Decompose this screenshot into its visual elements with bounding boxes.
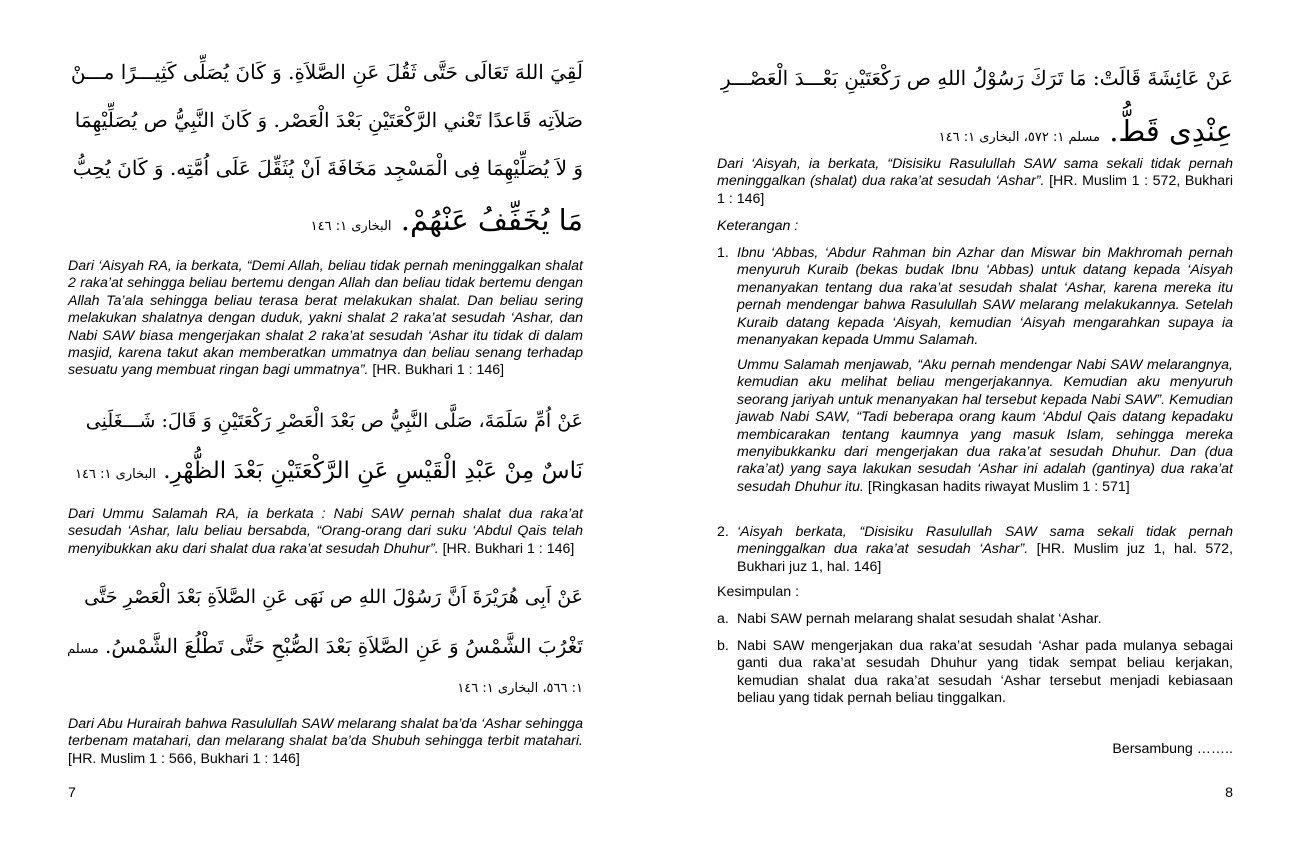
page-number: 8: [1225, 785, 1233, 801]
note-continuation: [717, 357, 1233, 496]
hadith-source: البخارى ١: ١٤٦: [75, 467, 156, 482]
translation-paragraph: [68, 258, 583, 380]
arabic-line: وَ لاَ يُصَلِّيْهِمَا فِى الْمَسْجِد مَخَافَةَ اَنْ يُثَقِّلَ عَلَى اُمَّتِه. وَ كَانَ يُحِبُّ: [72, 156, 583, 180]
conclusion-text: Nabi SAW pernah melarang shalat sesudah shalat ‘Ashar.: [737, 611, 1102, 627]
page-number: 7: [68, 785, 76, 801]
arabic-text: تَغْرُبَ الشَّمْسُ وَ عَنِ الصَّلاَةِ بَعْدَ الصُّبْحِ حَتَّى تَطْلُعَ الشَّمْسُ.: [105, 634, 583, 658]
hadith-source: البخارى ١: ١٤٦: [310, 219, 392, 234]
arabic-text: مَا يُخَفِّفُ عَنْهُمْ.: [400, 203, 583, 237]
arabic-line: صَلاَتِه قَاعدًا تَعْني الرَّكْعَتَيْنِ بَعْدَ الْعَصْر. وَ كَانَ النَّبِيُّ ص يُصَلِّيْهِمَا: [74, 108, 583, 132]
note-text: Ibnu ‘Abbas, ‘Abdur Rahman bin Azhar dan Miswar bin Makhromah pernah menyuruh Kuraib (bekas budak Ibnu ‘Abbas) untuk datang kepada ‘Aisyah menanyakan tentang dua raka’at sesudah shalat ‘Ashar, karena mereka itu pernah mendengar bahwa Rasulullah SAW melarang melakukannya. Setelah Kuraib datang kepada ‘Aisyah, kemudian ‘Aisyah mengarahkan supaya ia menanyakan kepada Ummu Salamah.: [737, 245, 1233, 349]
arabic-line: لَقِيَ اللهَ تَعَالَى حَتَّى ثَقُلَ عَنِ الصَّلاَةِ. وَ كَانَ يُصَلِّى كَثِيـــرًا مـــنْ: [70, 60, 583, 84]
translation-text: Dari Ummu Salamah RA, ia berkata : Nabi SAW pernah shalat dua raka’at sesudah ‘Ashar, lalu beliau bersabda, “Orang-orang dari suku ‘Abdul Qais telah menyibukkan aku dari shalat dua raka’at sesudah Dhuhur”.: [68, 506, 583, 557]
arabic-line: عَنْ اَبِى هُرَيْرَةَ اَنَّ رَسُوْلَ اللهِ ص نَهَى عَنِ الصَّلاَةِ بَعْدَ الْعَصْرِ حَتَّى: [84, 586, 583, 608]
left-page: [68, 0, 583, 850]
translation-text: Dari Abu Hurairah bahwa Rasulullah SAW melarang shalat ba’da ‘Ashar sehingga terbenam matahari, dan melarang shalat ba’da Shubuh sehingga terbit matahari.: [68, 716, 583, 750]
note-marker: 1.: [717, 245, 729, 261]
translation-text: Dari ‘Aisyah RA, ia berkata, “Demi Allah, beliau tidak pernah meninggalkan shalat 2 raka’at sehingga beliau bertemu dengan Allah dan beliau tidak bertemu dengan Allah Ta’ala sehingga beliau terasa berat melakukan shalat. Dan beliau sering melakukan shalatnya dengan duduk, yakni shalat 2 raka’at sesudah ‘Ashar, dan Nabi SAW biasa mengerjakan shalat 2 raka’at sesudah ‘Ashar itu tidak di dalam masjid, karena takut akan memberatkan ummatnya dan beliau senang terhadap sesuatu yang membuat ringan bagi ummatnya”.: [68, 258, 583, 379]
right-page: [717, 0, 1233, 850]
conclusion-marker: b.: [717, 638, 729, 654]
translation-text: Dari ‘Aisyah, ia berkata, “Disisiku Rasulullah SAW sama sekali tidak pernah meninggalkan (shalat) dua raka’at sesudah ‘Ashar”.: [717, 156, 1233, 190]
arabic-text: عِنْدِى قَطُّ.: [1109, 114, 1233, 148]
note-text: Ummu Salamah menjawab, “Aku pernah mendengar Nabi SAW melarangnya, kemudian aku melihat beliau mengerjakannya. Kemudian aku menyuruh seorang jariyah untuk menanyakan hal tersebut kepada Nabi SAW”. Kemudian jawab Nabi SAW, “Tadi beberapa orang kaum ‘Abdul Qais datang kepadaku membicarakan tentang kaumnya yang masuk Islam, sehingga mereka menyibukkanku dari mengerjakan dua raka’at sesudah Dhuhur. Dan (dua raka’at) yang saya lakukan sesudah ‘Ashar ini adalah (gantinya) dua raka’at sesudah Dhuhur itu.: [737, 357, 1233, 495]
note-text: ‘Aisyah berkata, “Disisiku Rasulullah SAW sama sekali tidak pernah meninggalkan dua raka’at sesudah ‘Ashar”.: [737, 524, 1233, 558]
keterangan-heading: Keterangan :: [717, 218, 799, 234]
arabic-line-with-source: [68, 203, 583, 237]
hadith-reference: [HR. Bukhari 1 : 146]: [368, 362, 505, 379]
note-marker: 2.: [717, 524, 729, 540]
continued-note: Bersambung ……..: [1112, 741, 1233, 757]
arabic-line-with-source: [68, 458, 583, 484]
arabic-line: عَنْ اُمِّ سَلَمَةَ، صَلَّى النَّبِيُّ ص بَعْدَ الْعَصْرِ رَكْعَتَيْنِ وَ قَالَ: شَـــغَلَنِى: [85, 410, 583, 432]
arabic-line-with-source: [717, 114, 1233, 148]
conclusion-item: [717, 611, 1233, 628]
arabic-text: نَاسٌ مِنْ عَبْدِ الْقَيْسِ عَنِ الرَّكْعَتَيْنِ بَعْدَ الظُّهْرِ.: [163, 458, 583, 484]
conclusion-item: [717, 638, 1233, 708]
conclusion-marker: a.: [717, 611, 729, 627]
arabic-line: عَنْ عَائِشَةَ قَالَتْ: مَا تَرَكَ رَسُوْلُ اللهِ ص رَكْعَتَيْنِ بَعْـــدَ الْعَصْـــرِ: [720, 66, 1233, 90]
hadith-reference: [HR. Muslim 1 : 566, Bukhari 1 : 146]: [68, 750, 300, 767]
hadith-source: ١: ٥٦٦، البخارى ١: ١٤٦: [457, 681, 583, 696]
translation-paragraph: [68, 506, 583, 558]
note-item: [717, 524, 1233, 576]
translation-paragraph: [68, 716, 583, 768]
conclusion-text: Nabi SAW mengerjakan dua raka’at sesudah ‘Ashar pada mulanya sebagai ganti dua raka’at sesudah Dhuhur yang tidak sempat beliau kerjakan, kemudian shalat dua raka’at sesudah ‘Ashar tersebut menjadi kebiasaan beliau yang tidak pernah beliau tinggalkan.: [737, 638, 1233, 707]
note-reference: [HR. Muslim juz 1, hal. 572, Bukhari juz 1, hal. 146]: [737, 541, 1233, 575]
kesimpulan-heading: Kesimpulan :: [717, 584, 800, 600]
note-reference: [Ringkasan hadits riwayat Muslim 1 : 571]: [863, 478, 1130, 495]
note-item: [717, 245, 1233, 349]
hadith-reference: [HR. Muslim 1 : 572, Bukhari 1 : 146]: [717, 173, 1233, 207]
arabic-line-with-source: [68, 634, 583, 658]
hadith-reference: [HR. Bukhari 1 : 146]: [438, 540, 575, 557]
hadith-source: مسلم: [67, 642, 99, 657]
translation-paragraph: [717, 156, 1233, 208]
hadith-source-line: [68, 680, 583, 696]
hadith-source: مسلم ١: ٥٧٢، البخارى ١: ١٤٦: [938, 130, 1100, 145]
